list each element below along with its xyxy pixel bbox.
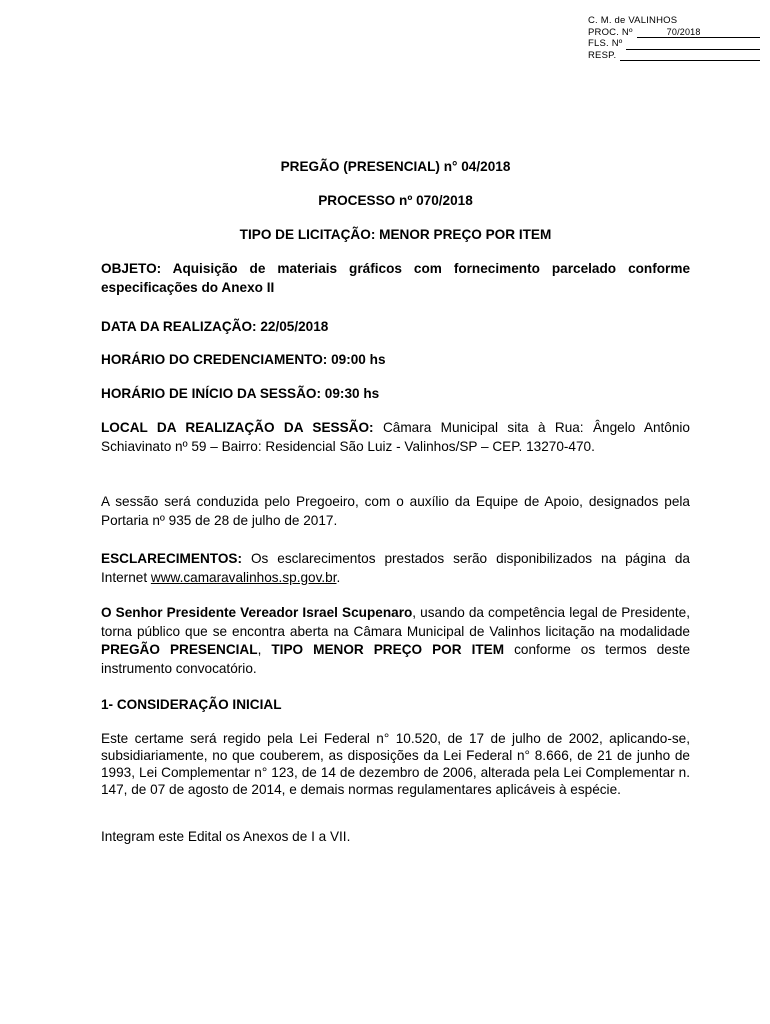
modalidade: PREGÃO PRESENCIAL (101, 642, 258, 657)
stamp-resp-label: RESP. (588, 49, 617, 61)
presidente-text2: conforme os termos deste instrumento convocatório. (101, 642, 690, 676)
stamp-fls (588, 38, 760, 50)
horario-credenciamento: HORÁRIO DO CREDENCIAMENTO: 09:00 hs (101, 352, 386, 367)
heading-processo: PROCESSO nº 070/2018 (318, 193, 473, 208)
tipo-menor-preco: TIPO MENOR PREÇO POR ITEM (271, 642, 505, 657)
stamp-proc-value: 70/2018 (637, 27, 760, 38)
stamp-resp-line (620, 50, 760, 61)
local-text: Câmara Municipal sita à Rua: Ângelo Antônio Schiavinato nº 59 – Bairro: Residencial São Luiz - Valinhos/SP – CEP. 13270-470. (101, 420, 690, 454)
local-paragraph (101, 419, 690, 456)
objeto-paragraph: OBJETO: Aquisição de materiais gráficos com fornecimento parcelado conforme especificações do Anexo II (101, 261, 690, 295)
stamp-fls-line (626, 39, 760, 50)
local-label: LOCAL DA REALIZAÇÃO DA SESSÃO: (101, 420, 374, 435)
stamp-fls-label: FLS. Nº (588, 38, 623, 49)
presidente-text1: , usando da competência legal de Presidente, torna público que se encontra aberta na Câmara Municipal de Valinhos licitação na modalidade (101, 605, 690, 639)
horario-inicio: HORÁRIO DE INÍCIO DA SESSÃO: 09:30 hs (101, 386, 380, 401)
esclarecimentos-text: Os esclarecimentos prestados serão disponibilizados na página da Internet (101, 551, 690, 585)
stamp-chamber-label: C. M. de VALINHOS (588, 15, 678, 26)
stamp-resp (588, 50, 760, 62)
esclarecimentos-paragraph (101, 550, 690, 587)
section1-text: Este certame será regido pela Lei Federal n° 10.520, de 17 de julho de 2002, aplicando-se, subsidiariamente, no que couberem, as disposições da Lei Federal n° 8.666, de 21 de junho de 1993, Lei Complementar n° 123, de 14 de dezembro de 2006, alterada pela Lei Complementar n. 147, de 07 de agosto de 2014, e demais normas regulamentares aplicáveis à espécie. (101, 731, 690, 797)
stamp-proc (588, 27, 760, 39)
stamp-chamber (588, 15, 760, 27)
sessao-paragraph: A sessão será conduzida pelo Pregoeiro, com o auxílio da Equipe de Apoio, designados pela Portaria nº 935 de 28 de julho de 2017. (101, 494, 690, 528)
data-realizacao: DATA DA REALIZAÇÃO: 22/05/2018 (101, 319, 329, 334)
website-link[interactable]: www.camaravalinhos.sp.gov.br (150, 569, 337, 585)
protocol-stamp (588, 15, 760, 61)
heading-pregao: PREGÃO (PRESENCIAL) n° 04/2018 (280, 159, 511, 174)
esclarecimentos-label: ESCLARECIMENTOS: (101, 551, 242, 566)
presidente-paragraph (101, 604, 690, 678)
integram-paragraph: Integram este Edital os Anexos de I a VII. (101, 829, 351, 844)
heading-tipo: TIPO DE LICITAÇÃO: MENOR PREÇO POR ITEM (239, 227, 552, 242)
stamp-proc-label: PROC. Nº (588, 26, 633, 38)
esclarecimentos-end: . (336, 569, 341, 585)
presidente-comma: , (257, 642, 272, 657)
section1-title: 1- CONSIDERAÇÃO INICIAL (101, 697, 282, 712)
presidente-name: O Senhor Presidente Vereador Israel Scupenaro (101, 605, 413, 620)
